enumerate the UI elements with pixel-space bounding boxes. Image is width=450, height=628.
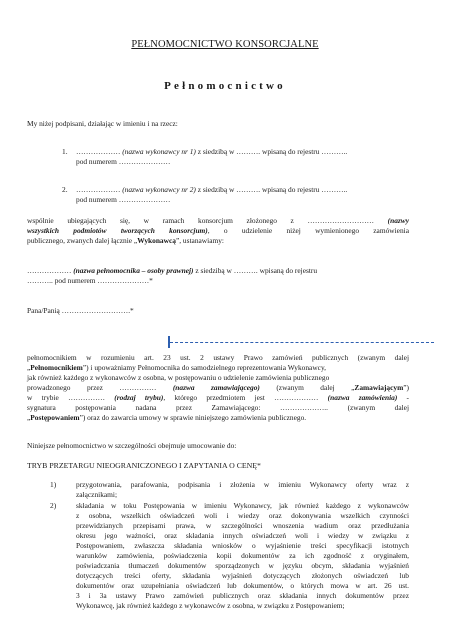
body-line7 xyxy=(27,413,306,422)
body-quote-open: „ xyxy=(27,363,31,372)
joint-line2 xyxy=(27,226,409,235)
person-line: Pana/Panią ……………………….* xyxy=(27,306,134,315)
item1-name-hint: (nazwa wykonawcy nr 1) xyxy=(122,147,196,156)
body-line6: sygnatura postępowania nadana przez Zamawiającego: ……………….. (zwanym dalej xyxy=(27,403,409,412)
point2-line10: 3 i 3a ustawy Prawo zamówień publicznych oraz składania innych dokumentów przez xyxy=(76,591,409,600)
point2-line4: okresu jego ważności, oraz składania innych oświadczeń woli i wiedzy w związku z xyxy=(76,531,409,540)
point2-line6: warunków zamówienia, poświadczenia kopii dokumentów za ich zgodność z oryginałem, xyxy=(76,551,409,560)
body-line5 xyxy=(27,393,409,402)
item2-line2: pod numerem ………………… xyxy=(76,195,171,204)
body-tryb-hint: (rodzaj trybu) xyxy=(114,393,164,402)
joint-hint-2: wszystkich podmiotów tworzących konsorcjum) xyxy=(27,226,208,235)
point2-line8: dotyczących treści oferty, składania wyjaśnień dotyczących złożonych oświadczeń lub xyxy=(76,571,409,580)
body-zamowienie-hint: (nazwa zamówienia) xyxy=(327,393,398,402)
body-text-8: ”) oraz do zawarcia umowy w sprawie niniejszego zamówienia publicznego. xyxy=(79,413,307,422)
body-quote-open-2: „ xyxy=(27,413,31,422)
point1-number: 1) xyxy=(50,480,57,489)
body-line3: jak również każdego z wykonawców z osobna, w postępowaniu o udzielenie zamówienia publicznego xyxy=(27,373,330,382)
body-text-2: ”) i upoważniamy Pełnomocnika do samodzielnego reprezentowania Wykonawcy, xyxy=(82,363,327,372)
body-pelnomocnik: Pełnomocnikiem xyxy=(30,363,83,372)
point1-line2: załącznikami; xyxy=(76,490,118,499)
item1-placeholder: ……………… xyxy=(76,147,123,156)
joint-text-2: , o udzielenie niżej wymienionego zamówienia xyxy=(207,226,409,235)
rep-hint: (nazwa pełnomocnika – osoby prawnej) xyxy=(71,266,194,275)
point2-line11: Wykonawcę, jak również każdego z wykonawców z osobna, w związku z Postępowaniem; xyxy=(76,601,345,610)
item1-number: 1. xyxy=(62,147,68,156)
joint-text-3: publicznego, zwanych dalej łącznie „ xyxy=(27,236,138,245)
intro-line: My niżej podpisani, działając w imieniu i na rzecz: xyxy=(27,119,178,128)
point2-line9: dokumentów oraz uzupełniania oświadczeń lub dokumentów, o których mowa w art. 26 ust. xyxy=(76,581,409,590)
body-line1: pełnomocnikiem w rozumieniu art. 23 ust. 2 ustawy Prawo zamówień publicznych (zwanym dalej xyxy=(27,353,409,362)
item2-placeholder: ……………… xyxy=(76,185,123,194)
rep-placeholder: ……………… xyxy=(27,266,72,275)
point2-line3: przewidzianych przepisami prawa, w szczególności wnoszenia wadium oraz przedłużania xyxy=(76,521,409,530)
point1-line1: przygotowania, parafowania, podpisania i złożenia w imieniu Wykonawcy oferty wraz z xyxy=(76,480,409,489)
body-dash: - xyxy=(397,393,410,402)
point2-line5: Postępowaniem, zwłaszcza składania wniosków o wyjaśnienie treści specyfikacji istotnych xyxy=(76,541,409,550)
item1-line2: pod numerem ………………… xyxy=(76,157,171,166)
body-text-6: w trybie …………… xyxy=(27,393,115,402)
item2-number: 2. xyxy=(62,185,68,194)
point2-line1: składania w toku Postępowania w imieniu Wykonawcy, jak również każdego z wykonawców xyxy=(76,501,409,510)
body-zamawiajacy: Zamawiającym xyxy=(354,383,404,392)
joint-line1 xyxy=(27,216,409,225)
body-text-7: , którego przedmiotem jest ……………… xyxy=(163,393,328,402)
representative-line2: ……….. pod numerem …………………* xyxy=(27,276,153,285)
item1-seat: z siedzibą w ………. wpisaną do rejestru ……….. xyxy=(195,147,348,156)
scope-line: Niniejsze pełnomocnictwo w szczególności obejmuje umocowanie do: xyxy=(27,441,237,450)
document-title: PEŁNOMOCNICTWO KONSORCJALNE xyxy=(131,39,319,50)
body-quote-close: ”) xyxy=(403,383,409,392)
item2-line1 xyxy=(76,185,347,194)
joint-hint-1: (nazwy xyxy=(387,216,409,225)
point2-line7: poświadczania tłumaczeń dokumentów sporządzonych w języku obcym, składania wyjaśnień xyxy=(76,561,409,570)
point2-line2: z osobna, wszelkich oświadczeń woli i wiedzy oraz dokonywania wszelkich czynności xyxy=(76,511,409,520)
body-text-5: (zwanym dalej „ xyxy=(259,383,355,392)
body-text-4: prowadzonego przez …………… xyxy=(27,383,173,392)
representative-line1 xyxy=(27,266,317,275)
body-zamawiajacy-hint: (nazwa zamawiającego) xyxy=(172,383,260,392)
item2-seat: z siedzibą w ………. wpisaną do rejestru ……….. xyxy=(195,185,348,194)
item2-name-hint: (nazwa wykonawcy nr 2) xyxy=(122,185,196,194)
rep-seat: z siedzibą w ………. wpisaną do rejestru xyxy=(193,266,318,275)
point2-number: 2) xyxy=(50,501,57,510)
joint-line3 xyxy=(27,236,224,245)
item1-line1 xyxy=(76,147,347,156)
mode-heading: TRYB PRZETARGU NIEOGRANICZONEGO I ZAPYTANIA O CENĘ* xyxy=(27,461,261,470)
document-subtitle: Pełnomocnictwo xyxy=(164,80,286,92)
joint-text-1: wspólnie ubiegających się, w ramach konsorcjum złożonego z ……………………… xyxy=(27,216,388,225)
body-line2 xyxy=(27,363,326,372)
body-postepowanie: Postępowaniem xyxy=(30,413,80,422)
body-line4 xyxy=(27,383,409,392)
dashed-divider xyxy=(170,342,434,343)
joint-text-4: ”, ustanawiamy: xyxy=(175,236,224,245)
joint-wykonawca: Wykonawcą xyxy=(137,236,176,245)
